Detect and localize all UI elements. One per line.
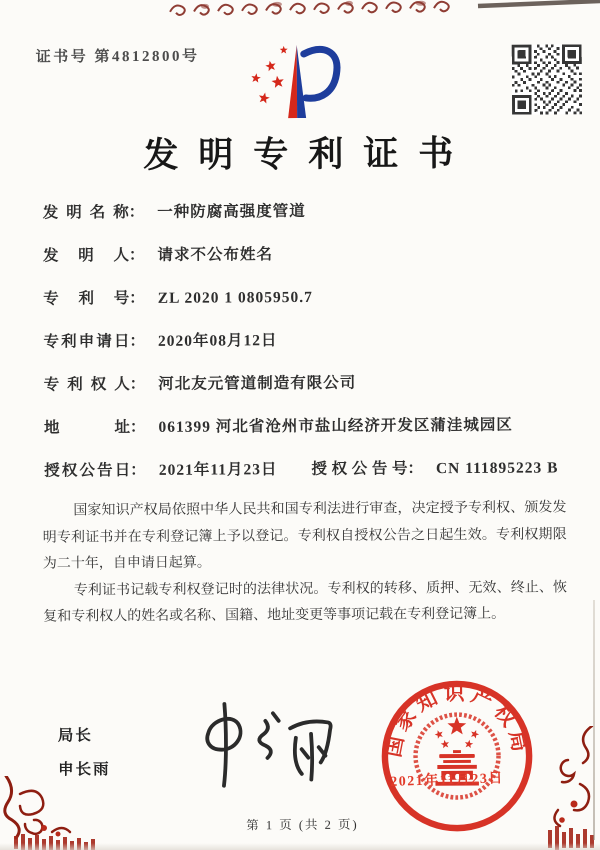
legal-text bbox=[42, 495, 567, 631]
field-address bbox=[44, 412, 574, 458]
certificate-title: 发明专利证书 bbox=[143, 133, 474, 175]
legal-paragraph-1: 国家知识产权局依照中华人民共和国专利法进行审查，决定授予专利权、颁发发明专利证书并在专利登记簿上予以登记。专利权自授权公告之日起生效。专利权期限为二十年，自申请日起算。 bbox=[42, 500, 567, 572]
logo-p-curve bbox=[304, 49, 337, 98]
field-colon: ： bbox=[129, 289, 145, 308]
field-label: 发明人 bbox=[42, 247, 130, 265]
bottom-right-ornament bbox=[528, 726, 600, 850]
field-value: 请求不公布姓名 bbox=[157, 246, 274, 264]
qr-code bbox=[512, 44, 582, 114]
field-colon: ： bbox=[407, 460, 424, 478]
field-list bbox=[43, 197, 575, 501]
field-label: 地址 bbox=[43, 419, 131, 437]
field-grant-date-row bbox=[44, 455, 574, 501]
signer-name: 申长雨 bbox=[58, 761, 111, 779]
field-value: 2020年08月12日 bbox=[157, 332, 278, 350]
seal-text: 国家知识产权局 bbox=[382, 682, 532, 760]
field-patent-number bbox=[43, 283, 573, 329]
field-gazette-number bbox=[311, 455, 558, 479]
page-number: 第 1 页 (共 2 页) bbox=[246, 817, 359, 833]
seal-date-stamp: 2021年11月23日 bbox=[390, 771, 505, 790]
field-label: 专利申请日 bbox=[43, 333, 130, 351]
field-value: CN 111895223 B bbox=[435, 459, 559, 478]
field-label: 授权公告号 bbox=[311, 460, 408, 478]
director-signature bbox=[194, 696, 340, 792]
field-value: 061399 河北省沧州市盐山经济开发区蒲洼城园区 bbox=[158, 416, 513, 436]
field-colon: ： bbox=[129, 375, 146, 394]
field-invention-name bbox=[43, 197, 573, 243]
field-colon: ： bbox=[129, 418, 146, 437]
field-colon: ： bbox=[129, 332, 146, 351]
field-label: 发明名称 bbox=[42, 204, 129, 222]
field-value: 河北友元管道制造有限公司 bbox=[158, 374, 357, 393]
official-seal bbox=[378, 677, 537, 836]
bottom-scan-smudge bbox=[0, 843, 600, 850]
certificate-number: 证书号 第4812800号 bbox=[35, 48, 200, 66]
field-value: 一种防腐高强度管道 bbox=[157, 202, 306, 221]
cnipa-logo bbox=[244, 40, 348, 123]
legal-paragraph-2: 专利证书记载专利权登记时的法律状况。专利权的转移、质押、无效、终止、恢复和专利权人的姓名或名称、国籍、地址变更等事项记载在专利登记簿上。 bbox=[43, 580, 568, 625]
field-filing-date bbox=[43, 326, 573, 372]
field-colon: ： bbox=[128, 203, 145, 222]
field-value: ZL 2020 1 0805950.7 bbox=[157, 288, 313, 307]
field-colon: ： bbox=[128, 246, 145, 265]
field-value: 2021年11月23日 bbox=[158, 461, 278, 479]
signer-title: 局长 bbox=[57, 727, 93, 745]
field-label: 专利号 bbox=[43, 290, 130, 308]
field-colon: ： bbox=[130, 461, 146, 480]
logo-wedge-red bbox=[288, 45, 297, 118]
field-inventor bbox=[43, 240, 573, 286]
bottom-left-ornament bbox=[0, 776, 118, 850]
field-label: 授权公告日 bbox=[44, 462, 131, 480]
field-label: 专利权人 bbox=[43, 376, 130, 394]
field-patentee bbox=[44, 369, 574, 415]
right-edge-line bbox=[593, 600, 595, 840]
